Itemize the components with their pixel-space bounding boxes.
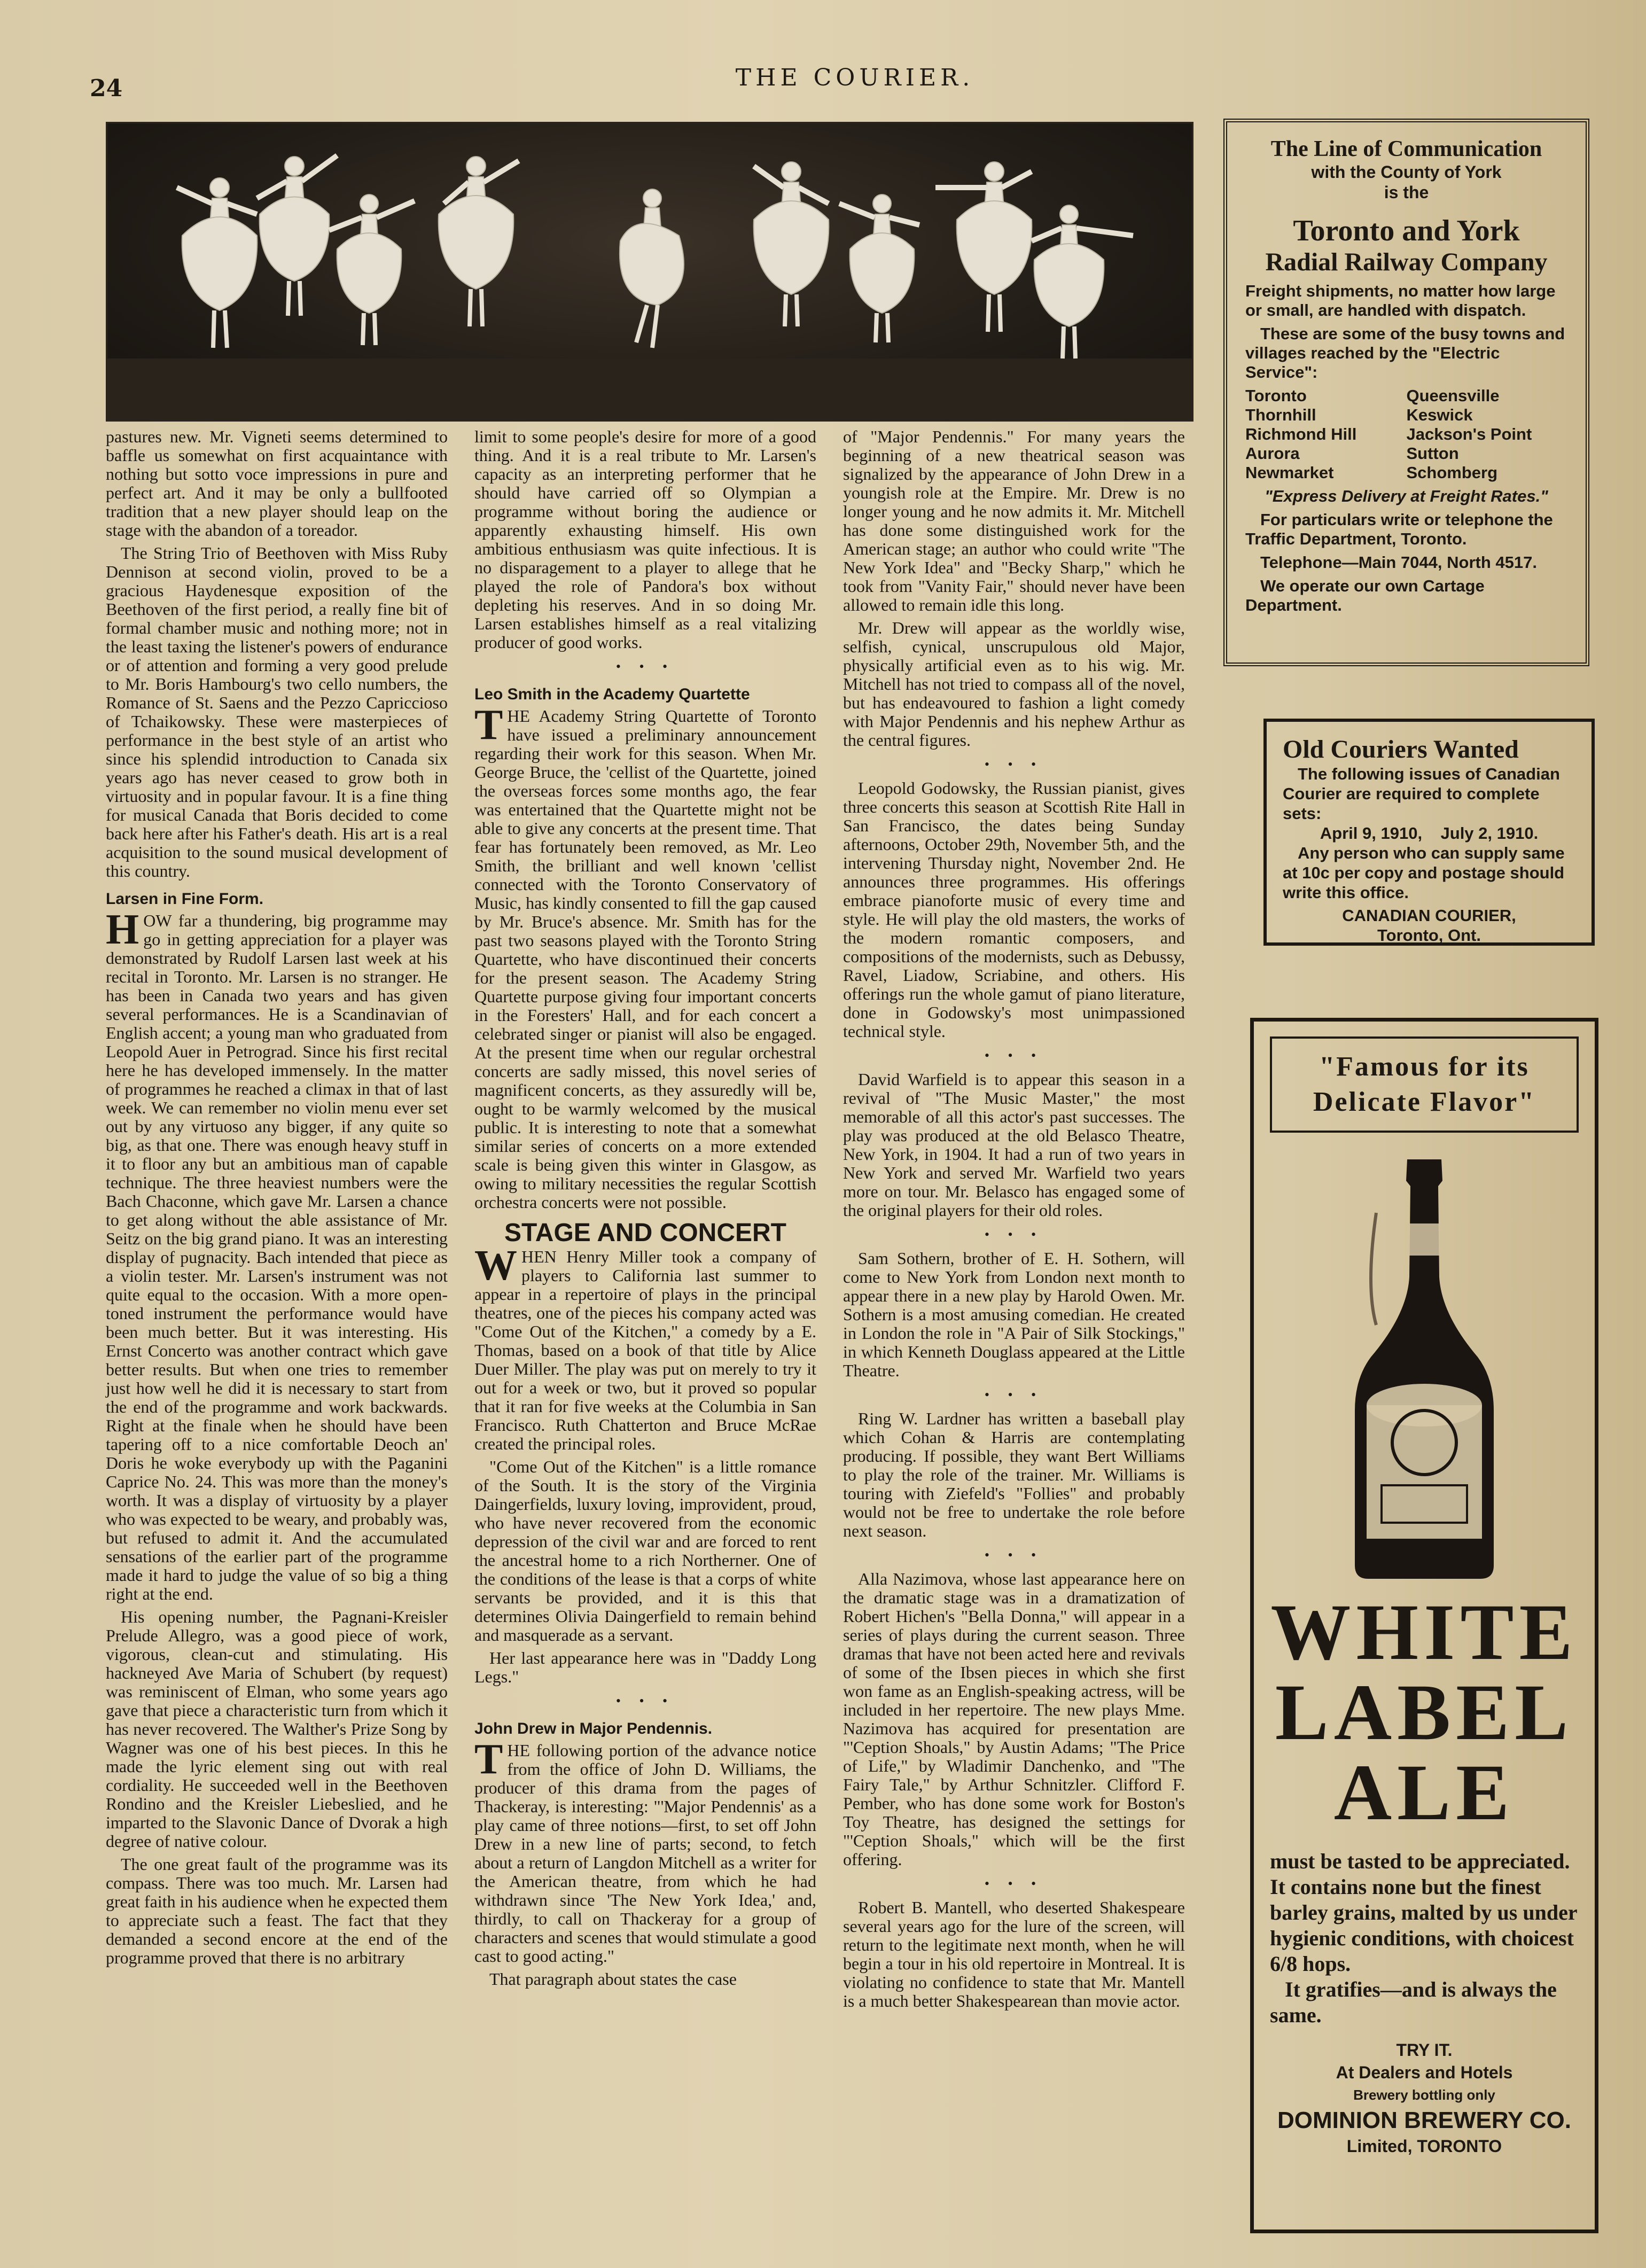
ale-copy: It gratifies—and is always the same. [1270,1977,1557,2027]
col2-paragraph: "Come Out of the Kitchen" is a little romance of the South. It is the story of the Virginia Daingerfields, luxury loving, improvident, proud, who have never recovered from the economic depression of the civil war and are forced to rent the ancestral home to a rich Northerner. One of the conditions of the lease is that a corps of white servants be provided, and it is this that determines Olivia Daingerfield to remain behind and masquerade as a servant. [474,1457,816,1645]
town-item: Queensville [1406,386,1500,405]
town-item: Newmarket [1245,463,1334,482]
col2-paragraph: Her last appearance here was in "Daddy Long Legs." [474,1648,816,1686]
ad-subline: is the [1384,183,1429,202]
col3-paragraph: David Warfield is to appear this season in a revival of "The Music Master," the most memorable of all this actor's past successes. The play was produced at the old Belasco Theatre, New York, in 1904. It had a run of two years in New York and served Mr. Warfield two years more on tour. Mr. Belasco has engaged some of the original players for their old roles. [843,1070,1185,1220]
town-item: Schomberg [1406,463,1498,482]
ad-body: These are some of the busy towns and villages reached by the "Electric Service": [1245,324,1565,381]
brewery-location: Limited, TORONTO [1346,2137,1502,2156]
old-couriers-ad [1263,719,1595,946]
col1-paragraph: HOW far a thundering, big programme may go in getting appreciation for a player was demonstrated by Rudolf Larsen last week at his recital in Toronto. Mr. Larsen is no stranger. He has been in Canada two years and has given several performances. He is a Scandinavian of English accent; a young man who graduated from Leopold Auer in Petrograd. Since his first recital here he has developed immensely. In the matter of programmes he reached a climax in that of last week. We can remember no violin menu ever set out by any virtuoso any bigger, if any quite so big, as that one. There was enough heavy stuff in it to floor any but an ambitious man of capable technique. The three heaviest numbers were the Bach Chaconne, which gave Mr. Larsen a chance to get along without the able assistance of Mr. Seitz on the big grand piano. It was an interesting display of pugnacity. Bach intended that piece as a violin tester. Mr. Larsen's instrument was not quite equal to the occasion. With a more open-toned instrument the performance would have been much better. But it was interesting. His Ernst Concerto was another contract which gave better results. But when one tries to remember just how well he did it is necessary to start from the end of the programme and work backwards. Right at the finale when he should have been tapering off to a nice comfortable Deoch an' Doris he woke everybody up with the Paganini Caprice No. 24. This was more than the money's worth. It was a display of virtuosity by a player who was expected to be weary, and probably was, but refused to admit it. And the accumulated sensations of the earlier part of the programme made it hard to judge the value of so big a thing right at the end. [106,906,448,1603]
company-name: Toronto and York [1293,214,1520,247]
column-3 [843,427,1185,2015]
col3-paragraph: Mr. Drew will appear as the worldly wise, selfish, cynical, unscrupulous old Major, physically artificial even as to his wig. Mr. Mitchell has not tried to compass all of the novel, but has endeavoured to fashion a light comedy with Major Pendennis and his nephew Arthur as the central figures. [843,618,1185,750]
drop-cap: H [106,906,139,953]
col1-paragraph: The one great fault of the programme was its compass. There was too much. Mr. Larsen had great faith in his audience when he expected them to appreciate such a feast. The fact that they demanded a second encore at the end of the programme proved that there is no arbitrary [106,1854,448,1967]
ad-subline: with the County of York [1311,162,1502,182]
white-label-text: LABEL [1275,1668,1574,1757]
towns-list [1245,386,1567,482]
john-drew-heading: John Drew in Major Pendennis. [474,1720,713,1737]
col3-paragraph: Ring W. Lardner has written a baseball play which Cohan & Harris are contemplating producing. If possible, they want Bert Williams to play the role of the trainer. Mr. Williams is touring with Ziefeld's "Follies" and probably would not be free to undertake the role before next season. [843,1409,1185,1540]
col2-paragraph: WHEN Henry Miller took a company of players to California last summer to appear in a repertoire of plays in the principal theatres, one of the pieces his company acted was "Come Out of the Kitchen," a comedy by a E. Thomas, based on a book of that title by Alice Duer Miller. The play was put on merely to try it out for a week or two, but it proved so popular that it ran for five weeks at the Columbia in San Francisco. Ruth Chatterton and Bruce McRae created the principal roles. [474,1242,816,1453]
company-name: Radial Railway Company [1265,248,1548,276]
section-separator: • • • [984,1048,1044,1063]
drop-cap: W [474,1242,517,1289]
section-separator: • • • [984,1547,1044,1563]
tagline-line: Delicate Flavor" [1313,1087,1536,1117]
brewery-name: DOMINION BREWERY CO. [1277,2107,1572,2133]
ad-city: Toronto, Ont. [1377,926,1481,945]
col3-paragraph: Alla Nazimova, whose last appearance here on the dramatic stage was in a dramatization of Robert Hichen's "Bella Donna," will appear in a series of plays during the current season. Three dramas that have not been acted here and revivals of some of the Ibsen pieces in which she first won fame as an English-speaking actress, will be included in her repertoire. The new plays Mme. Nazimova has acquired for presentation are "'Ception Shoals," by Austin Adams; "The Price of Life," by Wladimir Danchenko, and "The Fairy Tale," by Arthur Schnitzler. Clifford F. Pember, who has done some work for Boston's Toy Theatre, has designed the settings for "'Ception Shoals," which will be the first offering. [843,1569,1185,1869]
col1-paragraph: The String Trio of Beethoven with Miss Ruby Dennison at second violin, proved to be a gracious Haydenesque exposition of the Beethoven of the first period, a really fine bit of formal chamber music and nothing more; not in the least taxing the listener's powers of endurance or of attention and forming a very good prelude to Mr. Boris Hambourg's two cello numbers, the Romance of St. Saens and the Pezzo Capriccioso of Tchaikowsky. These were masterpieces of performance in the best style of an artist who since his splendid introduction to Canada six years ago has never ceased to grow both in virtuosity and in popular favour. It is a fine thing for musical Canada that Boris decided to come back here after his Father's death. His art is a real acquisition to the sound musical development of this country. [106,543,448,880]
town-item: Sutton [1406,444,1459,463]
col1-paragraph: His opening number, the Pagnani-Kreisler Prelude Allegro, was a good piece of work, vigorous, clean-cut and stimulating. His hackneyed Ave Maria of Schubert (by request) was reminiscent of Elman, who some years ago gave that piece a characteristic turn from which it has never recovered. The Walther's Prize Song by Wagner was one of his best pieces. In this he made the lyric element sing out with real cordiality. He succeeded well in the Beethoven Rondino and the Kreisler Liebeslied, and he imparted to the Slavonic Dance of Dvorak a high degree of native colour. [106,1607,448,1851]
col3-paragraph: Robert B. Mantell, who deserted Shakespeare several years ago for the lure of the screen, will return to the legitimate next month, when he will begin a tour in his old repertoire in Montreal. It is violating no confidence to state that Mr. Mantell is a much better Shakespearean than movie actor. [843,1898,1185,2010]
ale-tagline [1270,1036,1579,1133]
radial-railway-ad [1223,119,1589,666]
col3-paragraph: Leopold Godowsky, the Russian pianist, gives three concerts this season at Scottish Rite Hall in San Francisco, the dates being Sunday afternoons, October 29th, November 5th, and the intervening Thursday night, November 2nd. He announces three programmes. His offerings embrace pianoforte music of every time and style. He will play the old masters, the works of the modern romantic composers, and compositions of the modernists, such as Debussy, Ravel, Liadow, Scriabine, and others. His offerings run the whole gamut of piano literature, done in Godowsky's most unimpassioned technical style. [843,778,1185,1041]
drop-cap: T [474,702,503,749]
leo-smith-heading: Leo Smith in the Academy Quartette [474,685,750,703]
white-label-text: ALE [1333,1748,1515,1837]
ad-headline: The Line of Communication [1270,137,1542,161]
section-separator: • • • [615,1693,675,1709]
col2-paragraph: THE following portion of the advance notice from the office of John D. Williams, the producer of this drama from the pages of Thackeray, is interesting: "'Major Pendennis' as a play came of three notions—first, to set off John Drew in a new line of parts; second, to fetch about a return of Langdon Mitchell as a writer for the American theatre, from which he had withdrawn since 'The New York Idea,' and, thirdly, to call on Thackeray for a group of characters and scenes that would stimulate a good cast to good acting." [474,1736,816,1966]
column-2 [474,427,816,1993]
column-1 [106,427,448,1971]
ad-dates: April 9, 1910, July 2, 1910. [1320,824,1539,843]
white-label-ale-ad [1250,1018,1598,2233]
masthead: THE COURIER. [735,64,974,91]
col2-paragraph: THE Academy String Quartette of Toronto have issued a preliminary announcement regarding their work for this season. When Mr. George Bruce, the 'cellist of the Quartette, joined the overseas forces some months ago, the fear was entertained that the Quartette might not be able to give any concerts at the present time. That fear has fortunately been removed, as Mr. Leo Smith, the brilliant and well known 'cellist connected with the Toronto Conservatory of Music, has kindly consented to fill the gap caused by Mr. Bruce's absence. Mr. Smith has for the past two seasons played with the Toronto String Quartette, who have discontinued their concerts for the present season. The Academy String Quartette purpose giving four important concerts in the Foresters' Hall, and for each concert a celebrated singer or pianist will also be engaged. At the present time when our regular orchestral concerts are sadly missed, this novel series of magnificent concerts, as they assuredly will be, ought to be warmly welcomed by the musical public. It is interesting to note that a somewhat similar series of concerts on a more extended scale is being given this winter in Glasgow, as owing to military necessities the regular Scottish orchestra concerts were not possible. [474,702,816,1212]
white-label-text: WHITE [1270,1588,1578,1677]
col2-paragraph: limit to some people's desire for more of a good thing. And it is a real tribute to Mr. Larsen's capacity as an interpreting performer that he should have carried off so Olympian a programme without boring the audience or apparently exhausting himself. His own ambitious enthusiasm was quite infectious. It is no disparagement to a player to allege that he played the role of Pandora's box without depleting his reserves. And in so doing Mr. Larsen establishes himself as a real vitalizing producer of good works. [474,427,816,652]
ale-bottle-icon [1344,1154,1504,1581]
page-number: 24 [90,75,123,102]
town-item: Keswick [1406,406,1473,424]
ale-copy: must be tasted to be appreciated. It contains none but the finest barley grains, malted by us under hygienic conditions, with choicest 6/8 hops. [1270,1849,1577,1976]
ad-body: We operate our own Cartage Department. [1245,576,1485,614]
town-item: Aurora [1245,444,1300,463]
ad-publisher: CANADIAN COURIER, [1342,906,1516,925]
section-separator: • • • [984,1387,1044,1402]
ale-dealers: At Dealers and Hotels [1336,2063,1513,2082]
ad-telephone: Telephone—Main 7044, North 4517. [1260,553,1537,572]
col2-paragraph: That paragraph about states the case [489,1969,737,1989]
ad-body: For particulars write or telephone the Traffic Department, Toronto. [1245,510,1553,548]
town-item: Thornhill [1245,406,1316,424]
section-separator: • • • [615,659,675,674]
tagline-line: "Famous for its [1319,1051,1530,1082]
town-item: Richmond Hill [1245,425,1357,443]
town-item: Jackson's Point [1406,425,1532,443]
ad-body: Freight shipments, no matter how large or small, are handled with dispatch. [1245,282,1556,319]
ale-bottling: Brewery bottling only [1353,2087,1495,2103]
col1-paragraph: pastures new. Mr. Vigneti seems determined to baffle us somewhat on first acquaintance with nothing but sotto voce impressions in pure and perfect art. And it may be only a bullfooted tradition that a new player should leap on the stage with the abandon of a toreador. [106,427,448,540]
stage-and-concert-heading: STAGE AND CONCERT [504,1219,786,1247]
dancers-photograph [106,122,1193,422]
drop-cap: T [474,1736,503,1783]
col3-paragraph: of "Major Pendennis." For many years the beginning of a new theatrical season was signalized by the appearance of John Drew in a youngish role at the Empire. Mr. Drew is no longer young and he now admits it. Mr. Mitchell has done some distinguished work for the American stage; an author who could write "The New York Idea" and "Becky Sharp," which he took from "Vanity Fair," should never have been allowed to remain idle this long. [843,427,1185,614]
larsen-heading: Larsen in Fine Form. [106,890,264,908]
town-item: Toronto [1245,386,1307,405]
col3-paragraph: Sam Sothern, brother of E. H. Sothern, will come to New York from London next month to appear there in a new play by Harold Owen. Mr. Sothern is a most amusing comedian. He created in London the role in "A Pair of Silk Stockings," in which Kenneth Douglass appeared at the Little Theatre. [843,1249,1185,1380]
ad-body: Any person who can supply same at 10c per copy and postage should write this office. [1283,844,1565,902]
section-separator: • • • [984,757,1044,772]
ad-body: The following issues of Canadian Courier are required to complete sets: [1283,765,1560,823]
ad-express: "Express Delivery at Freight Rates." [1265,487,1548,505]
section-separator: • • • [984,1876,1044,1891]
section-separator: • • • [984,1227,1044,1242]
ale-try: TRY IT. [1396,2040,1453,2060]
ad-headline: Old Couriers Wanted [1283,735,1519,763]
dancers-illustration [107,123,1192,420]
